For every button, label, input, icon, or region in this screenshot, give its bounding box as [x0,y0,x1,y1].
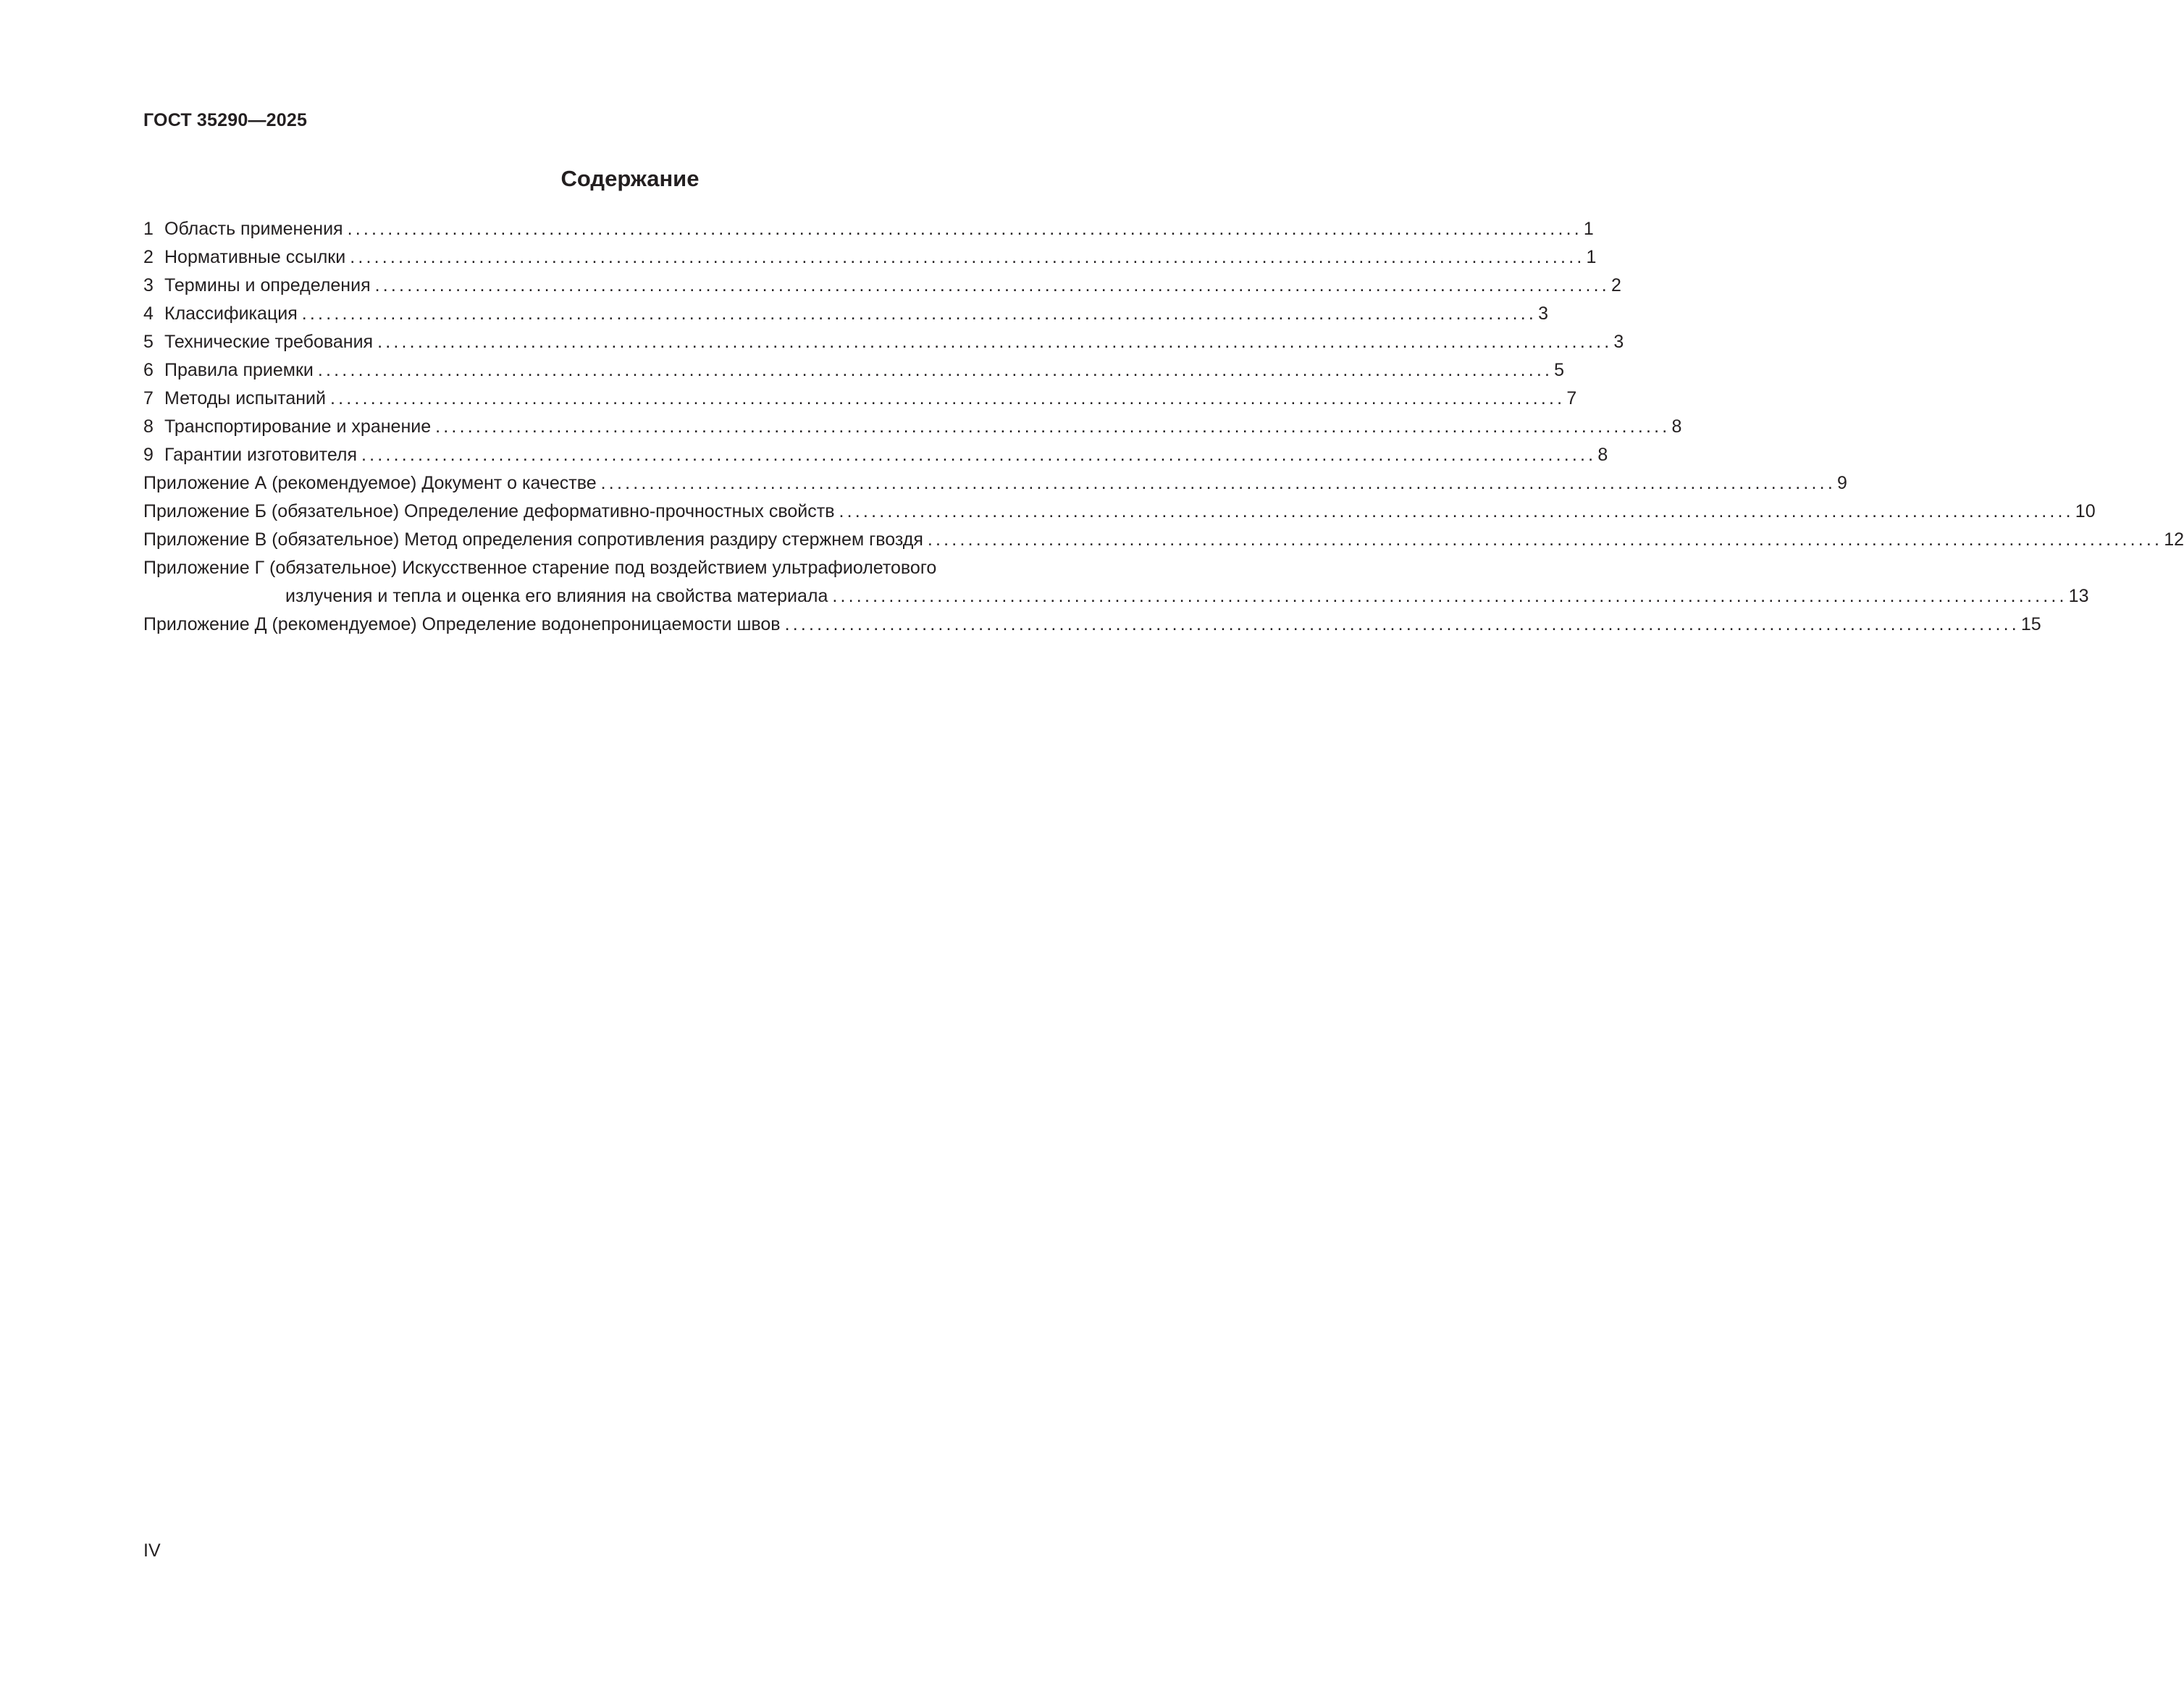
toc-entry-number: 4 [143,303,154,324]
dot-leader: ......................................................................................................................................................... [361,445,1597,465]
toc-entry-page: 1 [1586,247,1597,267]
toc-entry-6[interactable] [143,356,1565,385]
dot-leader: ......................................................................................................................................................... [839,501,2074,521]
toc-entry-title: Гарантии изготовителя [164,445,358,465]
toc-entry-title: Правила приемки [164,360,314,380]
toc-entry-7[interactable] [143,385,1577,413]
toc-entry-page: 8 [1671,416,1682,437]
dot-leader: ......................................................................................................................................................... [330,388,1566,408]
toc-entry-number: 5 [143,332,154,352]
toc-entry-page: 3 [1538,303,1548,324]
toc-entry-title: Приложение А (рекомендуемое) Документ о качестве [143,473,597,493]
dot-leader: ......................................................................................................................................................... [377,332,1613,352]
dot-leader: ......................................................................................................................................................... [435,416,1671,437]
toc-entry-number: 2 [143,247,154,267]
toc-entry-number: 9 [143,445,154,465]
toc-entry-page: 15 [2020,614,2041,634]
dot-leader: ......................................................................................................................................................... [350,247,1585,267]
dot-leader: ......................................................................................................................................................... [784,614,2020,634]
toc-entry-title: Область применения [164,219,343,239]
toc-entry-page: 10 [2075,501,2096,521]
toc-entry-title: Приложение В (обязательное) Метод определения сопротивления раздиру стержнем гвоздя [143,529,923,550]
dot-leader: ......................................................................................................................................................... [832,586,2067,606]
toc-entry-1[interactable] [143,215,1594,243]
toc-entry-page: 5 [1554,360,1565,380]
toc-entry-number: 6 [143,360,154,380]
toc-appendix-g[interactable] [143,554,2089,611]
toc-entry-3[interactable] [143,272,1621,300]
toc-entry-title-line1: Приложение Г (обязательное) Искусственное старение под воздействием ультрафиолетового [143,558,937,578]
toc-entry-8[interactable] [143,413,1682,441]
dot-leader: ......................................................................................................................................................... [600,473,1836,493]
toc-entry-4[interactable] [143,300,1548,328]
toc-entry-page: 2 [1610,275,1621,295]
toc-entry-title: Классификация [164,303,298,324]
toc-entry-5[interactable] [143,328,1624,356]
toc-entry-page: 7 [1566,388,1577,408]
toc-entry-page: 9 [1836,473,1847,493]
toc-entry-page: 3 [1613,332,1624,352]
toc-entry-number: 7 [143,388,154,408]
toc-entry-title: Термины и определения [164,275,371,295]
toc-entry-2[interactable] [143,243,1597,272]
toc-entry-title: Приложение Б (обязательное) Определение деформативно-прочностных свойств [143,501,835,521]
toc-entry-page: 13 [2068,586,2089,606]
dot-leader: ......................................................................................................................................................... [317,360,1553,380]
toc-appendix-v[interactable] [143,526,2184,554]
toc-title: Содержание [560,166,700,191]
dot-leader: ......................................................................................................................................................... [374,275,1610,295]
page-number: IV [143,1540,161,1561]
table-of-contents [143,215,2184,639]
toc-entry-number: 8 [143,416,154,437]
dot-leader: ......................................................................................................................................................... [301,303,1537,324]
toc-appendix-b[interactable] [143,498,2096,526]
dot-leader: ......................................................................................................................................................... [347,219,1582,239]
toc-entry-title: Нормативные ссылки [164,247,346,267]
toc-entry-title: Приложение Д (рекомендуемое) Определение водонепроницаемости швов [143,614,781,634]
toc-entry-9[interactable] [143,441,1608,469]
toc-entry-title: Методы испытаний [164,388,326,408]
toc-entry-title: Технические требования [164,332,374,352]
toc-entry-title: Транспортирование и хранение [164,416,432,437]
toc-entry-page: 1 [1583,219,1594,239]
toc-entry-number: 1 [143,219,154,239]
toc-entry-title-line2: излучения и тепла и оценка его влияния на свойства материала [285,586,828,606]
toc-entry-number: 3 [143,275,154,295]
toc-entry-page: 12 [2164,529,2184,550]
toc-entry-page: 8 [1597,445,1608,465]
toc-appendix-a[interactable] [143,469,1847,498]
toc-appendix-d[interactable] [143,611,2041,639]
standard-code: ГОСТ 35290—2025 [143,110,308,130]
dot-leader: ......................................................................................................................................................... [927,529,2163,550]
